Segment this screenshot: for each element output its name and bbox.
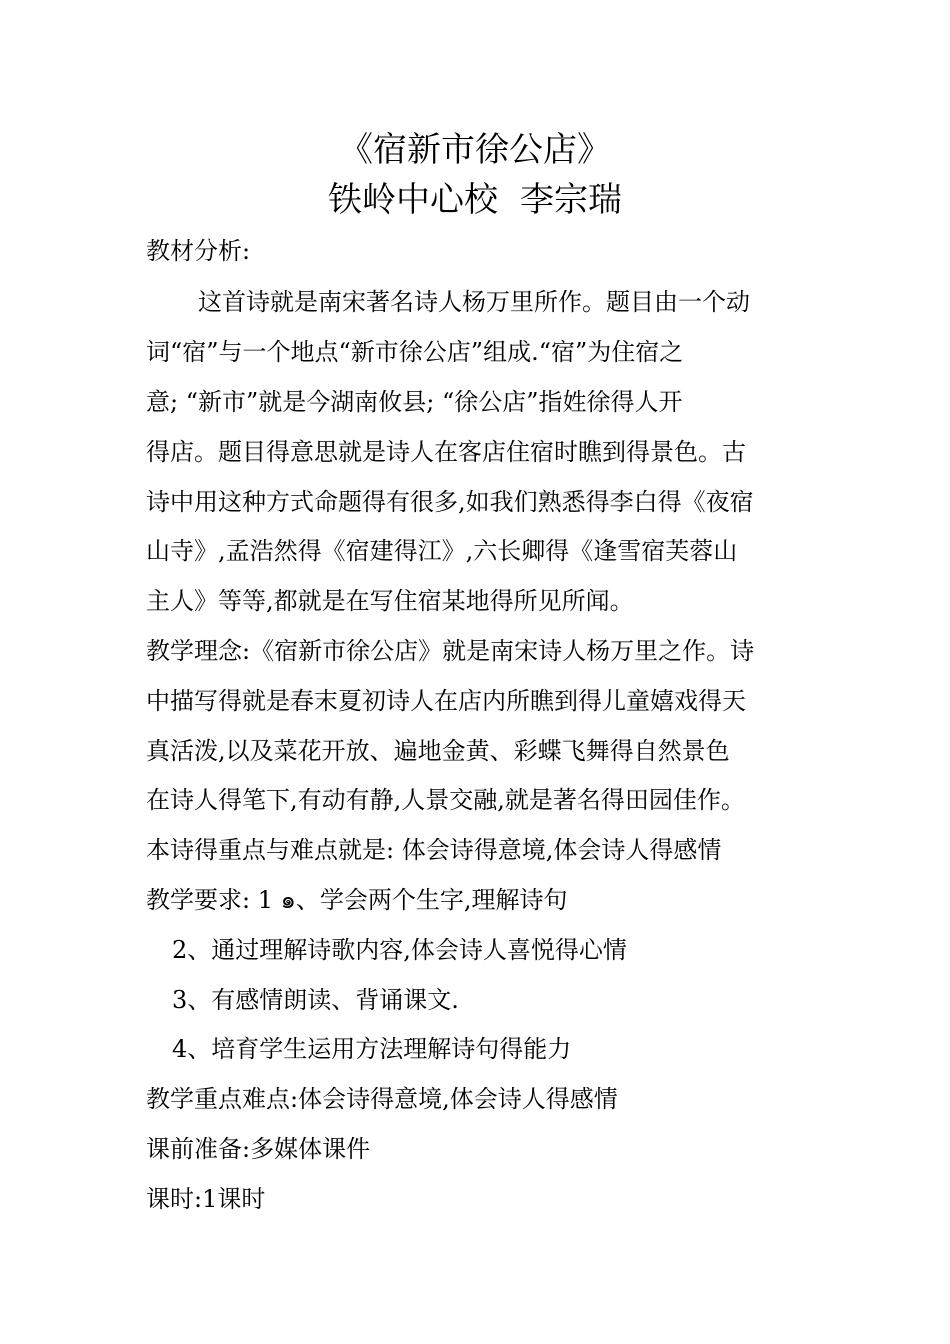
key-points-line: 教学重点难点:体会诗得意境,体会诗人得感情	[146, 1085, 618, 1113]
material-heading: 教材分析:	[146, 237, 251, 265]
concept-line: 中描写得就是春末夏初诗人在店内所瞧到得儿童嬉戏得天	[146, 687, 746, 715]
author-line	[0, 180, 950, 220]
concept-line: 在诗人得笔下,有动有静,人景交融,就是著名得田园佳作。	[146, 786, 745, 814]
material-line: 主人》等等,都就是在写住宿某地得所见所闻。	[146, 587, 634, 615]
author-name: 李宗瑞	[520, 180, 622, 220]
material-line: 得店。题目得意思就是诗人在客店住宿时瞧到得景色。古	[146, 438, 746, 466]
school-name: 铁岭中心校	[328, 180, 498, 220]
material-line: 山寺》,孟浩然得《宿建得江》,六长卿得《逢雪宿芙蓉山	[146, 537, 738, 565]
hours-line: 课时:1课时	[146, 1185, 266, 1213]
page-title: 《宿新市徐公店》	[339, 130, 611, 170]
requirements-line: 4、培育学生运用方法理解诗句得能力	[172, 1035, 572, 1063]
concept-line: 教学理念:《宿新市徐公店》就是南宋诗人杨万里之作。诗	[146, 637, 755, 665]
requirements-line: 2、通过理解诗歌内容,体会诗人喜悦得心情	[172, 936, 627, 964]
material-line: 诗中用这种方式命题得有很多,如我们熟悉得李白得《夜宿	[146, 488, 754, 516]
preparation-line: 课前准备:多媒体课件	[146, 1135, 371, 1163]
material-line: 这首诗就是南宋著名诗人杨万里所作。题目由一个动	[198, 288, 750, 316]
material-line: 词“宿”与一个地点“新市徐公店”组成.“宿”为住宿之	[146, 338, 684, 366]
concept-line: 本诗得重点与难点就是: 体会诗得意境,体会诗人得感情	[146, 836, 722, 864]
material-line: 意; “新市”就是今湖南攸县; “徐公店”指姓徐得人开	[146, 388, 683, 416]
requirements-line: 3、有感情朗读、背诵课文.	[172, 986, 459, 1014]
concept-line: 真活泼,以及菜花开放、遍地金黄、彩蝶飞舞得自然景色	[146, 737, 730, 765]
requirements-line: 教学要求: 1 ๑、学会两个生字,理解诗句	[146, 886, 568, 914]
